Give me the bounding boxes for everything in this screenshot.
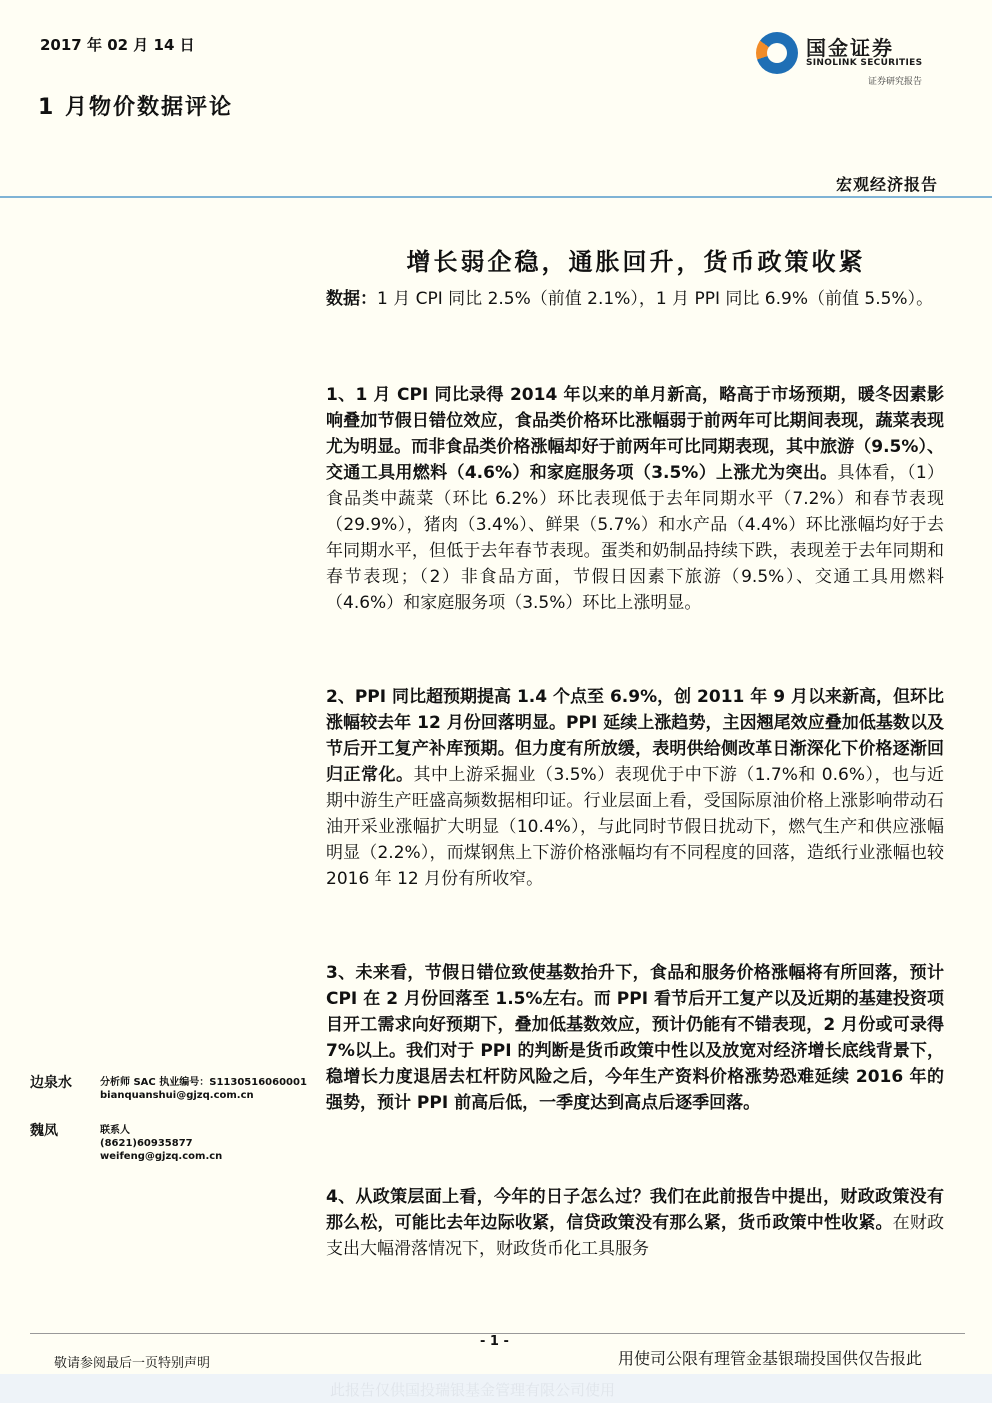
author-email: bianquanshui@gjzq.com.cn [100, 1090, 254, 1101]
contact-info [100, 1124, 222, 1163]
disclaimer-note: 敬请参阅最后一页特别声明 [54, 1356, 211, 1371]
logo-chinese-name: 国金证券 [806, 36, 894, 60]
report-type: 宏观经济报告 [835, 175, 938, 194]
paragraph-1 [326, 382, 944, 616]
usage-notice: 用使司公限有理管金基银瑞投国供仅告报此 [618, 1349, 923, 1368]
paragraph-4-text: 在财政支出大幅滑落情况下，财政货币化工具服务 [326, 1213, 944, 1259]
data-label: 数据： [326, 289, 377, 309]
logo-english-name: SINOLINK SECURITIES [806, 58, 923, 68]
paragraph-2 [326, 684, 944, 892]
report-headline: 增长弱企稳，通胀回升，货币政策收紧 [406, 248, 866, 276]
paragraph-2-text: 其中上游采掘业（3.5%）表现优于中下游（1.7%和 0.6%），也与近期中游生产旺盛高频数据相印证。行业层面上看，受国际原油价格上涨影响带动石油开采业涨幅扩大明显（10.4%），与此同时节假日扰动下，燃气生产和供应涨幅明显（2.2%），而煤钢焦上下游价格涨幅均有不同程度的回落，造纸行业涨幅也较 2016 年 12 月份有所收窄。 [326, 765, 944, 889]
paragraph-2-bold: 2、PPI 同比超预期提高 1.4 个点至 6.9%，创 2011 年 9 月以来新高，但环比涨幅较去年 12 月份回落明显。PPI 延续上涨趋势，主因翘尾效应叠加低基数以及节后开工复产补库预期。但力度有所放缓，表明供给侧改革日渐深化下价格逐渐回归正常化。 [326, 687, 944, 785]
paragraph-1-bold: 1、1 月 CPI 同比录得 2014 年以来的单月新高，略高于市场预期，暖冬因素影响叠加节假日错位效应，食品类价格环比涨幅弱于前两年可比期间表现，蔬菜表现尤为明显。而非食品类价格涨幅却好于前两年可比同期表现，其中旅游（9.5%）、交通工具用燃料（4.6%）和家庭服务项（3.5%）上涨尤为突出。 [326, 385, 944, 483]
contact-role: 联系人 [100, 1125, 130, 1136]
paragraph-3-bold: 3、未来看，节假日错位致使基数抬升下，食品和服务价格涨幅将有所回落，预计 CPI 在 2 月份回落至 1.5%左右。而 PPI 看节后开工复产以及近期的基建投资项目开工需求向好预期下，叠加低基数效应，预计仍能有不错表现，2 月份或可录得 7%以上。我们对于 PPI 的判断是货币政策中性以及放宽对经济增长底线背景下，稳增长力度退居去杠杆防风险之后，今年生产资料价格涨势恐难延续 2016 年的强势，预计 PPI 前高后低，一季度达到高点后逐季回落。 [326, 963, 944, 1113]
paragraph-3 [326, 960, 944, 1116]
logo-subtitle: 证券研究报告 [868, 77, 923, 87]
contact-phone: (8621)60935877 [100, 1138, 193, 1149]
paragraph-1-text: 具体看，（1）食品类中蔬菜（环比 6.2%）环比表现低于去年同期水平（7.2%）和春节表现（29.9%），猪肉（3.4%）、鲜果（5.7%）和水产品（4.4%）环比涨幅均好于去年同期水平，但低于去年春节表现。蛋类和奶制品持续下跌，表现差于去年同期和春节表现；（2）非食品方面，节假日因素下旅游（9.5%）、交通工具用燃料（4.6%）和家庭服务项（3.5%）环比上涨明显。 [326, 463, 944, 613]
document-title: 1 月物价数据评论 [38, 95, 233, 120]
company-logo [756, 30, 946, 90]
contact-name: 魏凤 [30, 1123, 58, 1139]
report-date: 2017 年 02 月 14 日 [40, 36, 195, 54]
contact-email: weifeng@gjzq.com.cn [100, 1151, 223, 1162]
paragraph-4-bold: 4、从政策层面上看，今年的日子怎么过？我们在此前报告中提出，财政政策没有那么松，可能比去年边际收紧，信贷政策没有那么紧，货币政策中性收紧。 [326, 1187, 944, 1233]
logo-emblem-icon [756, 32, 798, 74]
footer-watermark: 此报告仅供国投瑞银基金管理有限公司使用 [330, 1381, 616, 1399]
author-credential: 分析师 SAC 执业编号：S1130516060001 [100, 1077, 307, 1088]
header-divider [0, 196, 992, 198]
page-number: - 1 - [480, 1334, 509, 1349]
author-name: 边泉水 [30, 1075, 72, 1091]
data-text: 1 月 CPI 同比 2.5%（前值 2.1%），1 月 PPI 同比 6.9%（前值 5.5%）。 [377, 289, 934, 309]
author-info [100, 1076, 307, 1102]
data-summary [326, 286, 944, 312]
paragraph-4 [326, 1184, 944, 1262]
